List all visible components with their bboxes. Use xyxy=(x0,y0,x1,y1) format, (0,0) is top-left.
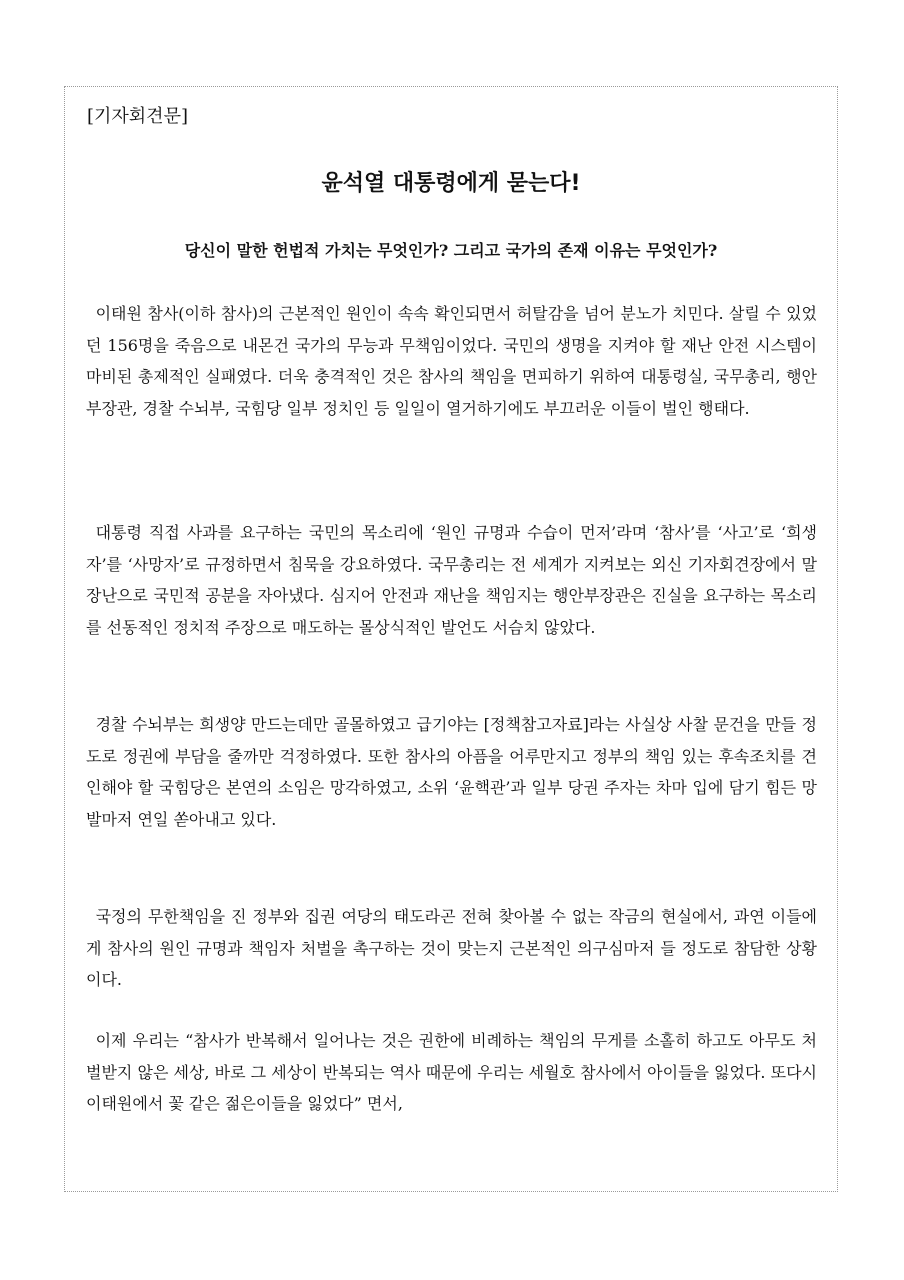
paragraph-3: 경찰 수뇌부는 희생양 만드는데만 골몰하였고 급기야는 [정책참고자료]라는 사실상 사찰 문건을 만들 정도로 정권에 부담을 줄까만 걱정하였다. 또한 참사의 아픔을 어루만지고 정부의 책임 있는 후속조치를 견인해야 할 국힘당은 본연의 소임은 망각하였고, 소위 ‘윤핵관’과 일부 당권 주자는 차마 입에 담기 힘든 망발마저 연일 쏟아내고 있다. xyxy=(86,715,817,829)
paragraph-5: 이제 우리는 “참사가 반복해서 일어나는 것은 권한에 비례하는 책임의 무게를 소홀히 하고도 아무도 처벌받지 않은 세상, 바로 그 세상이 반복되는 역사 때문에 우리는 세월호 참사에서 아이들을 잃었다. 또다시 이태원에서 꽃 같은 젊은이들을 잃었다” 면서, xyxy=(86,1031,817,1114)
document-tag: [기자회견문] xyxy=(87,106,188,127)
paragraph-1: 이태원 참사(이하 참사)의 근본적인 원인이 속속 확인되면서 허탈감을 넘어 분노가 치민다. 살릴 수 있었던 156명을 죽음으로 내몬건 국가의 무능과 무책임이었다. 국민의 생명을 지켜야 할 재난 안전 시스템이 마비된 총제적인 실패였다. 더욱 충격적인 것은 참사의 책임을 면피하기 위하여 대통령실, 국무총리, 행안부장관, 경찰 수뇌부, 국힘당 일부 정치인 등 일일이 열거하기에도 부끄러운 이들이 벌인 행태다. xyxy=(86,304,817,418)
document-subtitle: 당신이 말한 헌법적 가치는 무엇인가? 그리고 국가의 존재 이유는 무엇인가? xyxy=(184,241,718,260)
document-title: 윤석열 대통령에게 묻는다! xyxy=(321,171,581,196)
paragraph-2: 대통령 직접 사과를 요구하는 국민의 목소리에 ‘원인 규명과 수습이 먼저’라며 ‘참사’를 ‘사고’로 ‘희생자’를 ‘사망자’로 규정하면서 침묵을 강요하였다. 국무총리는 전 세계가 지켜보는 외신 기자회견장에서 말장난으로 국민적 공분을 자아냈다. 심지어 안전과 재난을 책임지는 행안부장관은 진실을 요구하는 목소리를 선동적인 정치적 주장으로 매도하는 몰상식적인 발언도 서슴치 않았다. xyxy=(86,523,817,637)
paragraph-4: 국정의 무한책임을 진 정부와 집권 여당의 태도라곤 전혀 찾아볼 수 없는 작금의 현실에서, 과연 이들에게 참사의 원인 규명과 책임자 처벌을 촉구하는 것이 맞는지 근본적인 의구심마저 들 정도로 참담한 상황이다. xyxy=(86,907,817,990)
